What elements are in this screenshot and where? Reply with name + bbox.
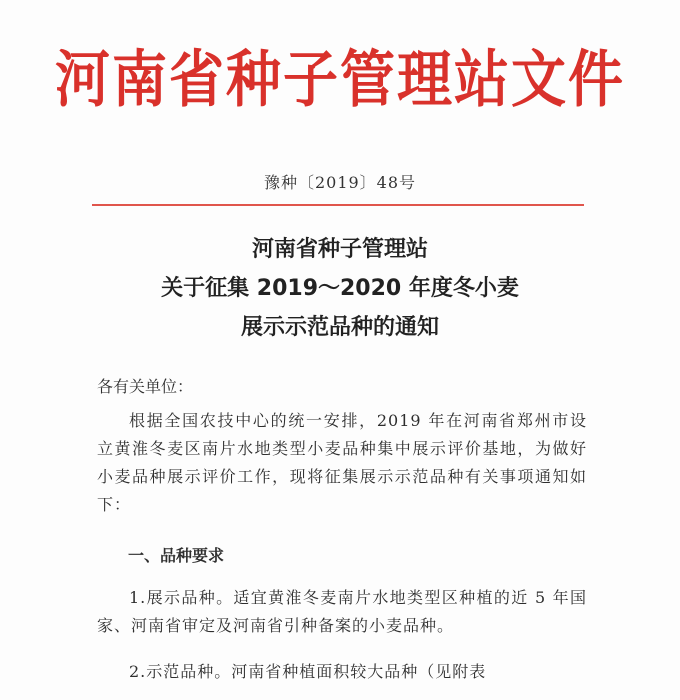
document-number: 豫种〔2019〕48号 <box>263 173 417 192</box>
notice-title-line-1: 河南省种子管理站 <box>251 237 428 262</box>
notice-title-line-3: 展示示范品种的通知 <box>240 315 439 340</box>
intro-paragraph: 根据全国农技中心的统一安排，2019 年在河南省郑州市设立黄淮冬麦区南片水地类型小麦品种集中展示评价基地，为做好小麦品种展示评价工作，现将征集展示示范品种有关事项通知如下： <box>97 411 587 514</box>
salutation: 各有关单位： <box>97 377 194 396</box>
requirement-item-2: 2.示范品种。河南省种植面积较大品种（见附表 <box>129 662 487 681</box>
red-separator-line <box>92 204 584 206</box>
masthead-title: 河南省种子管理站文件 <box>54 42 625 116</box>
section-heading-variety-requirements: 一、品种要求 <box>128 546 225 565</box>
requirement-item-1: 1.展示品种。适宜黄淮冬麦南片水地类型区种植的近 5 年国家、河南省审定及河南省引种备案的小麦品种。 <box>97 588 587 635</box>
notice-title-line-2: 关于征集 2019～2020 年度冬小麦 <box>161 276 519 301</box>
